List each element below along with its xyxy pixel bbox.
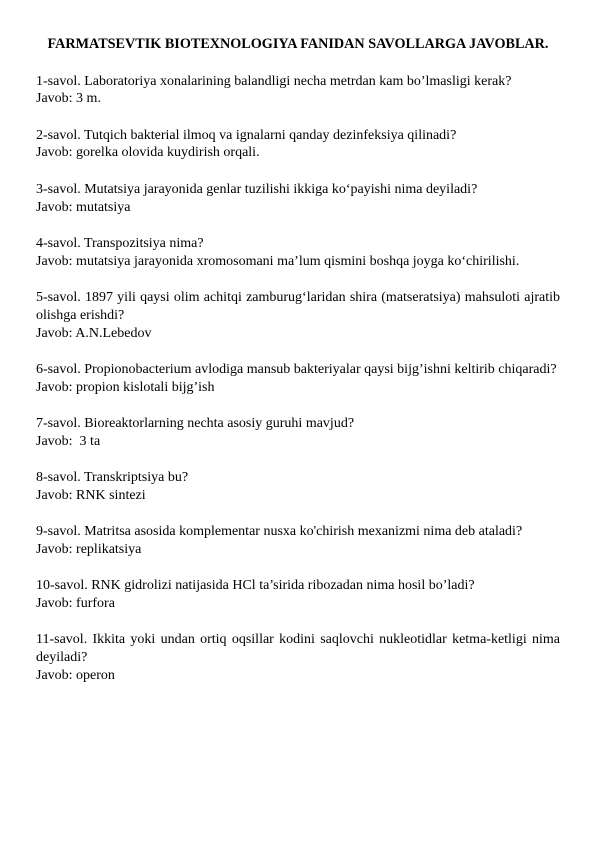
qa-item xyxy=(36,469,560,505)
qa-item xyxy=(36,415,560,451)
answer-text: Javob: A.N.Lebedov xyxy=(36,325,152,341)
answer-text: Javob: 3 m. xyxy=(36,91,101,107)
question-text: 9-savol. Matritsa asosida komplementar nusxa ko'chirish mexanizmi nima deb ataladi? xyxy=(36,524,523,540)
answer-text: Javob: mutatsiya jarayonida xromosomani ma’lum qismini boshqa joyga ko‘chirilishi. xyxy=(36,253,520,269)
qa-item xyxy=(36,361,560,397)
qa-item xyxy=(36,631,560,684)
answer-text: Javob: furfora xyxy=(36,596,115,612)
answer-text: Javob: 3 ta xyxy=(36,433,101,449)
qa-item xyxy=(36,73,560,109)
answer-text: Javob: mutatsiya xyxy=(36,199,131,215)
question-text: 1-savol. Laboratoriya xonalarining balandligi necha metrdan kam bo’lmasligi kerak? xyxy=(36,73,512,89)
question-text: 11-savol. Ikkita yoki undan ortiq oqsillar kodini saqlovchi nukleotidlar ketma-ketligi nima deyiladi? xyxy=(36,632,560,666)
document-title: FARMATSEVTIK BIOTEXNOLOGIYA FANIDAN SAVOLLARGA JAVOBLAR. xyxy=(47,36,549,52)
answer-text: Javob: gorelka olovida kuydirish orqali. xyxy=(36,145,260,161)
qa-item xyxy=(36,523,560,559)
answer-text: Javob: replikatsiya xyxy=(36,541,142,557)
question-text: 6-savol. Propionobacterium avlodiga mansub bakteriyalar qaysi bijg’ishni keltirib chiqaradi? xyxy=(36,361,557,377)
answer-text: Javob: operon xyxy=(36,667,115,683)
question-text: 2-savol. Tutqich bakterial ilmoq va ignalarni qanday dezinfeksiya qilinadi? xyxy=(36,127,457,143)
question-text: 7-savol. Bioreaktorlarning nechta asosiy guruhi mavjud? xyxy=(36,415,355,431)
qa-item xyxy=(36,181,560,217)
qa-item xyxy=(36,289,560,342)
question-text: 3-savol. Mutatsiya jarayonida genlar tuzilishi ikkiga ko‘payishi nima deyiladi? xyxy=(36,181,478,197)
qa-item xyxy=(36,235,560,271)
qa-item xyxy=(36,127,560,163)
question-text: 4-savol. Transpozitsiya nima? xyxy=(36,235,204,251)
question-text: 5-savol. 1897 yili qaysi olim achitqi zamburug‘laridan shira (matseratsiya) mahsuloti ajratib olishga erishdi? xyxy=(36,289,560,323)
question-text: 8-savol. Transkriptsiya bu? xyxy=(36,470,189,486)
question-text: 10-savol. RNK gidrolizi natijasida HCl ta’sirida ribozadan nima hosil bo’ladi? xyxy=(36,578,475,594)
qa-item xyxy=(36,577,560,613)
document-page xyxy=(36,36,560,703)
answer-text: Javob: RNK sintezi xyxy=(36,487,146,503)
answer-text: Javob: propion kislotali bijg’ish xyxy=(36,379,215,395)
